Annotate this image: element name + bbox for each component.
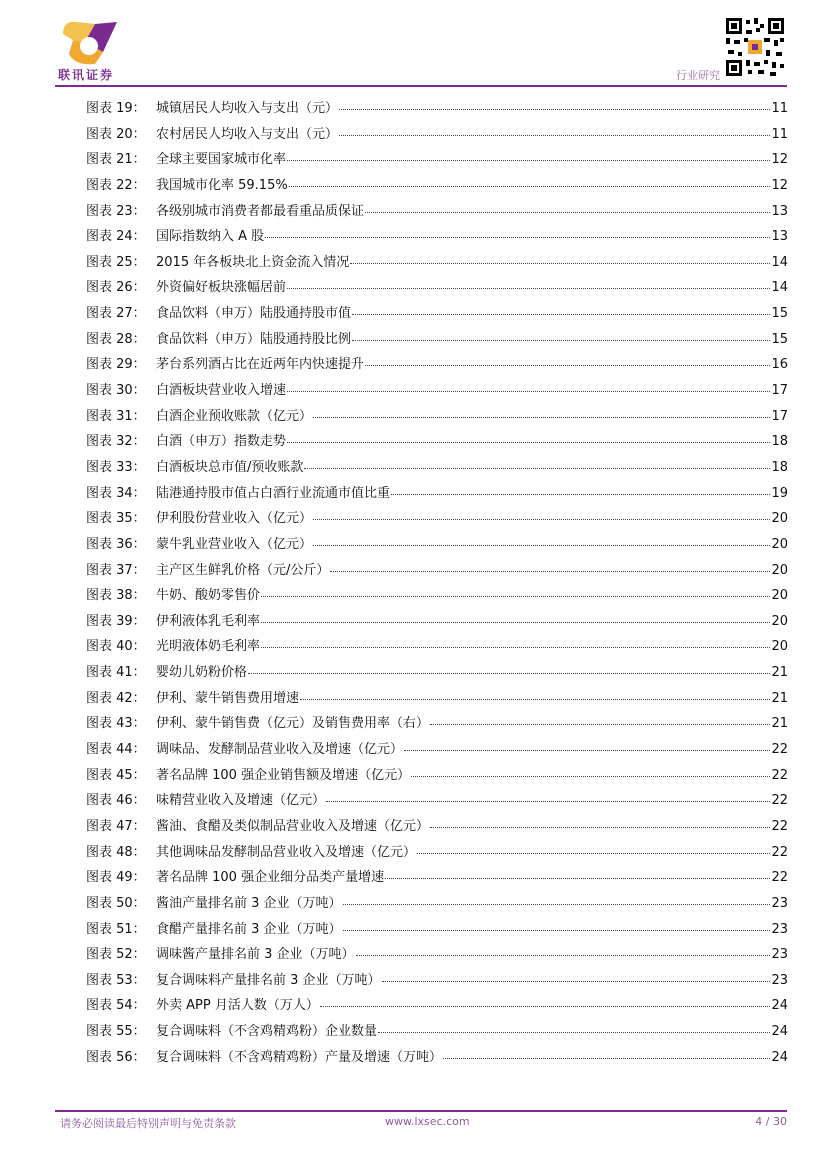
toc-entry-label: 图表 29：	[86, 357, 146, 373]
toc-entry-leader	[313, 533, 770, 546]
toc-entry-title: 其他调味品发酵制品营业收入及增速（亿元）	[156, 844, 417, 860]
toc-entry-page: 21	[771, 716, 788, 732]
toc-entry-title: 农村居民人均收入与支出（元）	[156, 126, 339, 142]
toc-entry-page: 17	[771, 383, 788, 399]
toc-entry[interactable]	[86, 532, 788, 558]
toc-entry-label: 图表 19：	[86, 101, 146, 116]
toc-entry-leader	[443, 1046, 770, 1059]
toc-entry-page: 22	[771, 767, 788, 783]
toc-entry-leader	[343, 892, 771, 905]
toc-entry-title: 复合调味料（不含鸡精鸡粉）产量及增速（万吨）	[156, 1049, 443, 1065]
toc-entry-page: 20	[771, 562, 788, 578]
toc-entry-title: 调味品、发酵制品营业收入及增速（亿元）	[156, 742, 404, 758]
toc-entry-leader	[382, 969, 771, 982]
toc-entry-leader	[313, 507, 770, 520]
toc-entry-page: 24	[771, 998, 788, 1014]
toc-entry[interactable]	[86, 96, 788, 122]
toc-entry-leader	[300, 687, 770, 700]
toc-entry-label: 图表 50：	[86, 895, 146, 911]
toc-entry-title: 调味酱产量排名前 3 企业（万吨）	[156, 947, 355, 963]
toc-entry-page: 17	[771, 408, 788, 424]
toc-entry-leader	[287, 148, 770, 161]
toc-entry-label: 图表 51：	[86, 921, 146, 937]
toc-entry-label: 图表 37：	[86, 562, 146, 578]
toc-entry-page: 22	[771, 818, 788, 834]
toc-entry[interactable]	[86, 1045, 788, 1071]
toc-entry-page: 13	[771, 203, 788, 219]
toc-entry-title: 我国城市化率 59.15%	[156, 177, 288, 193]
toc-entry-leader	[261, 635, 770, 648]
toc-entry-leader	[365, 200, 770, 213]
toc-entry-page: 23	[771, 947, 788, 963]
toc-entry[interactable]	[86, 865, 788, 891]
toc-entry[interactable]	[86, 788, 788, 814]
toc-entry-page: 20	[771, 511, 788, 527]
toc-entry[interactable]	[86, 404, 788, 430]
toc-entry-title: 各级别城市消费者都最看重品质保证	[156, 203, 365, 219]
toc-entry[interactable]	[86, 506, 788, 532]
toc-entry-page: 16	[771, 357, 788, 373]
toc-entry-label: 图表 40：	[86, 639, 146, 655]
toc-entry-page: 15	[771, 306, 788, 322]
toc-entry-leader	[339, 97, 770, 110]
toc-entry-page: 20	[771, 639, 788, 655]
toc-entry-title: 著名品牌 100 强企业销售额及增速（亿元）	[156, 767, 411, 783]
toc-entry-title: 食品饮料（申万）陆股通持股比例	[156, 331, 352, 347]
toc-entry-leader	[339, 123, 770, 136]
toc-entry-page: 22	[771, 870, 788, 886]
toc-entry-leader	[289, 174, 771, 187]
toc-entry-leader	[404, 738, 770, 751]
toc-entry-leader	[350, 251, 770, 264]
toc-entry-title: 伊利液体乳毛利率	[156, 613, 261, 629]
toc-entry-title: 复合调味料产量排名前 3 企业（万吨）	[156, 972, 381, 988]
toc-entry-label: 图表 43：	[86, 716, 146, 732]
toc-entry-label: 图表 55：	[86, 1024, 146, 1040]
toc-entry-title: 陆港通持股市值占白酒行业流通市值比重	[156, 485, 391, 501]
toc-entry-leader	[352, 328, 770, 341]
toc-entry-page: 20	[771, 536, 788, 552]
toc-entry-page: 18	[771, 459, 788, 475]
toc-entry-leader	[287, 430, 770, 443]
toc-entry[interactable]	[86, 481, 788, 507]
toc-entry-leader	[261, 584, 770, 597]
toc-entry[interactable]	[86, 711, 788, 737]
toc-entry-label: 图表 26：	[86, 280, 146, 296]
toc-entry-title: 光明液体奶毛利率	[156, 639, 261, 655]
toc-entry-leader	[430, 815, 770, 828]
toc-entry-leader	[365, 353, 770, 366]
toc-entry-title: 全球主要国家城市化率	[156, 152, 287, 168]
toc-entry-leader	[385, 866, 770, 879]
toc-entry-label: 图表 48：	[86, 844, 146, 860]
toc-entry-page: 13	[771, 229, 788, 245]
toc-entry[interactable]	[86, 840, 788, 866]
toc-entry-label: 图表 54：	[86, 998, 146, 1014]
toc-entry-title: 伊利、蒙牛销售费用增速	[156, 690, 300, 706]
toc-entry-page: 24	[771, 1049, 788, 1065]
toc-entry-title: 白酒板块营业收入增速	[156, 383, 287, 399]
toc-entry-label: 图表 28：	[86, 331, 146, 347]
toc-entry-title: 酱油产量排名前 3 企业（万吨）	[156, 895, 342, 911]
toc-entry[interactable]	[86, 583, 788, 609]
toc-entry-label: 图表 39：	[86, 613, 146, 629]
toc-entry-title: 婴幼儿奶粉价格	[156, 665, 248, 681]
toc-entry-label: 图表 31：	[86, 408, 146, 424]
table-of-figures	[86, 96, 788, 1070]
toc-entry-leader	[378, 1020, 770, 1033]
footer-disclaimer: 请务必阅读最后特别声明与免责条款	[60, 1117, 236, 1130]
toc-entry-page: 22	[771, 844, 788, 860]
toc-entry-leader	[326, 789, 770, 802]
toc-entry[interactable]	[86, 814, 788, 840]
toc-entry-label: 图表 46：	[86, 793, 146, 809]
toc-entry-label: 图表 25：	[86, 254, 146, 270]
toc-entry-page: 18	[771, 434, 788, 450]
toc-entry-label: 图表 36：	[86, 536, 146, 552]
toc-entry-page: 23	[771, 921, 788, 937]
toc-entry-page: 14	[771, 254, 788, 270]
toc-entry-page: 12	[771, 152, 788, 168]
toc-entry-label: 图表 21：	[86, 152, 146, 168]
toc-entry[interactable]	[86, 224, 788, 250]
toc-entry-label: 图表 47：	[86, 818, 146, 834]
toc-entry-label: 图表 49：	[86, 870, 146, 886]
toc-entry[interactable]	[86, 968, 788, 994]
toc-entry-leader	[287, 276, 770, 289]
toc-entry-page: 22	[771, 793, 788, 809]
toc-entry-label: 图表 52：	[86, 947, 146, 963]
toc-entry-leader	[313, 405, 770, 418]
toc-entry-title: 2015 年各板块北上资金流入情况	[156, 254, 350, 270]
toc-entry-title: 茅台系列酒占比在近两年内快速提升	[156, 357, 365, 373]
toc-entry-page: 19	[771, 485, 788, 501]
toc-entry[interactable]	[86, 891, 788, 917]
toc-entry-label: 图表 32：	[86, 434, 146, 450]
footer-rule	[55, 1110, 787, 1112]
toc-entry-leader	[320, 994, 771, 1007]
toc-entry-leader	[287, 379, 770, 392]
toc-entry-page: 20	[771, 588, 788, 604]
toc-entry[interactable]	[86, 173, 788, 199]
toc-entry-title: 伊利、蒙牛销售费（亿元）及销售费用率（右）	[156, 716, 430, 732]
toc-entry[interactable]	[86, 609, 788, 635]
toc-entry-page: 21	[771, 690, 788, 706]
toc-entry[interactable]	[86, 660, 788, 686]
toc-entry[interactable]	[86, 1019, 788, 1045]
toc-entry-title: 味精营业收入及增速（亿元）	[156, 793, 326, 809]
toc-entry[interactable]	[86, 993, 788, 1019]
toc-entry[interactable]	[86, 737, 788, 763]
toc-entry[interactable]	[86, 763, 788, 789]
page-header	[0, 0, 827, 96]
toc-entry-label: 图表 24：	[86, 229, 146, 245]
toc-entry-leader	[391, 482, 770, 495]
toc-entry-leader	[304, 456, 770, 469]
toc-entry-title: 牛奶、酸奶零售价	[156, 588, 261, 604]
toc-entry[interactable]	[86, 327, 788, 353]
toc-entry-page: 15	[771, 331, 788, 347]
footer-website: www.lxsec.com	[385, 1115, 470, 1128]
toc-entry[interactable]	[86, 147, 788, 173]
toc-entry-leader	[261, 610, 770, 623]
toc-entry[interactable]	[86, 917, 788, 943]
toc-entry-leader	[343, 918, 771, 931]
toc-entry-page: 11	[771, 101, 788, 116]
toc-entry[interactable]	[86, 429, 788, 455]
toc-entry-page: 14	[771, 280, 788, 296]
toc-entry-page: 11	[771, 126, 788, 142]
toc-entry-title: 白酒企业预收账款（亿元）	[156, 408, 313, 424]
toc-entry[interactable]	[86, 275, 788, 301]
toc-entry[interactable]	[86, 455, 788, 481]
toc-entry-page: 20	[771, 613, 788, 629]
footer-page-number: 4 / 30	[755, 1115, 787, 1128]
toc-entry[interactable]	[86, 558, 788, 584]
company-name: 联讯证券	[58, 68, 115, 82]
toc-entry-label: 图表 44：	[86, 742, 146, 758]
toc-entry-leader	[356, 943, 771, 956]
toc-entry-title: 国际指数纳入 A 股	[156, 229, 265, 245]
toc-entry-title: 主产区生鲜乳价格（元/公斤）	[156, 562, 330, 578]
toc-entry[interactable]	[86, 122, 788, 148]
toc-entry-page: 23	[771, 972, 788, 988]
toc-entry-leader	[430, 712, 770, 725]
toc-entry-title: 外卖 APP 月活人数（万人）	[156, 998, 319, 1014]
toc-entry-label: 图表 23：	[86, 203, 146, 219]
toc-entry-title: 复合调味料（不含鸡精鸡粉）企业数量	[156, 1024, 378, 1040]
toc-entry-label: 图表 41：	[86, 665, 146, 681]
toc-entry-label: 图表 35：	[86, 511, 146, 527]
qr-code-icon	[724, 16, 786, 78]
toc-entry-title: 著名品牌 100 强企业细分品类产量增速	[156, 870, 385, 886]
toc-entry-title: 食醋产量排名前 3 企业（万吨）	[156, 921, 342, 937]
toc-entry-title: 食品饮料（申万）陆股通持股市值	[156, 306, 352, 322]
document-type-label: 行业研究	[676, 69, 720, 82]
toc-entry[interactable]	[86, 686, 788, 712]
toc-entry-page: 22	[771, 742, 788, 758]
toc-entry[interactable]	[86, 634, 788, 660]
toc-entry-leader	[411, 764, 770, 777]
toc-entry[interactable]	[86, 942, 788, 968]
toc-entry-label: 图表 22：	[86, 177, 146, 193]
toc-entry-leader	[330, 559, 770, 572]
toc-entry-title: 伊利股份营业收入（亿元）	[156, 511, 313, 527]
toc-entry-title: 外资偏好板块涨幅居前	[156, 280, 287, 296]
toc-entry[interactable]	[86, 352, 788, 378]
toc-entry[interactable]	[86, 301, 788, 327]
toc-entry-label: 图表 34：	[86, 485, 146, 501]
toc-entry[interactable]	[86, 250, 788, 276]
toc-entry-leader	[248, 661, 770, 674]
toc-entry-leader	[352, 302, 770, 315]
toc-entry-title: 酱油、食醋及类似制品营业收入及增速（亿元）	[156, 818, 430, 834]
toc-entry-label: 图表 30：	[86, 383, 146, 399]
toc-entry-title: 白酒（申万）指数走势	[156, 434, 287, 450]
toc-entry-label: 图表 33：	[86, 459, 146, 475]
toc-entry-label: 图表 45：	[86, 767, 146, 783]
toc-entry-page: 23	[771, 895, 788, 911]
toc-entry-label: 图表 56：	[86, 1049, 146, 1065]
toc-entry-label: 图表 38：	[86, 588, 146, 604]
toc-entry-title: 白酒板块总市值/预收账款	[156, 459, 304, 475]
toc-entry-label: 图表 42：	[86, 690, 146, 706]
toc-entry-leader	[265, 225, 770, 238]
toc-entry-page: 21	[771, 665, 788, 681]
toc-entry-page: 24	[771, 1024, 788, 1040]
toc-entry-leader	[417, 841, 770, 854]
toc-entry-title: 城镇居民人均收入与支出（元）	[156, 101, 339, 116]
header-rule	[55, 85, 787, 87]
toc-entry-label: 图表 27：	[86, 306, 146, 322]
toc-entry-label: 图表 53：	[86, 972, 146, 988]
toc-entry-label: 图表 20：	[86, 126, 146, 142]
toc-entry-page: 12	[771, 177, 788, 193]
toc-entry[interactable]	[86, 378, 788, 404]
toc-entry-title: 蒙牛乳业营业收入（亿元）	[156, 536, 313, 552]
toc-entry[interactable]	[86, 199, 788, 225]
